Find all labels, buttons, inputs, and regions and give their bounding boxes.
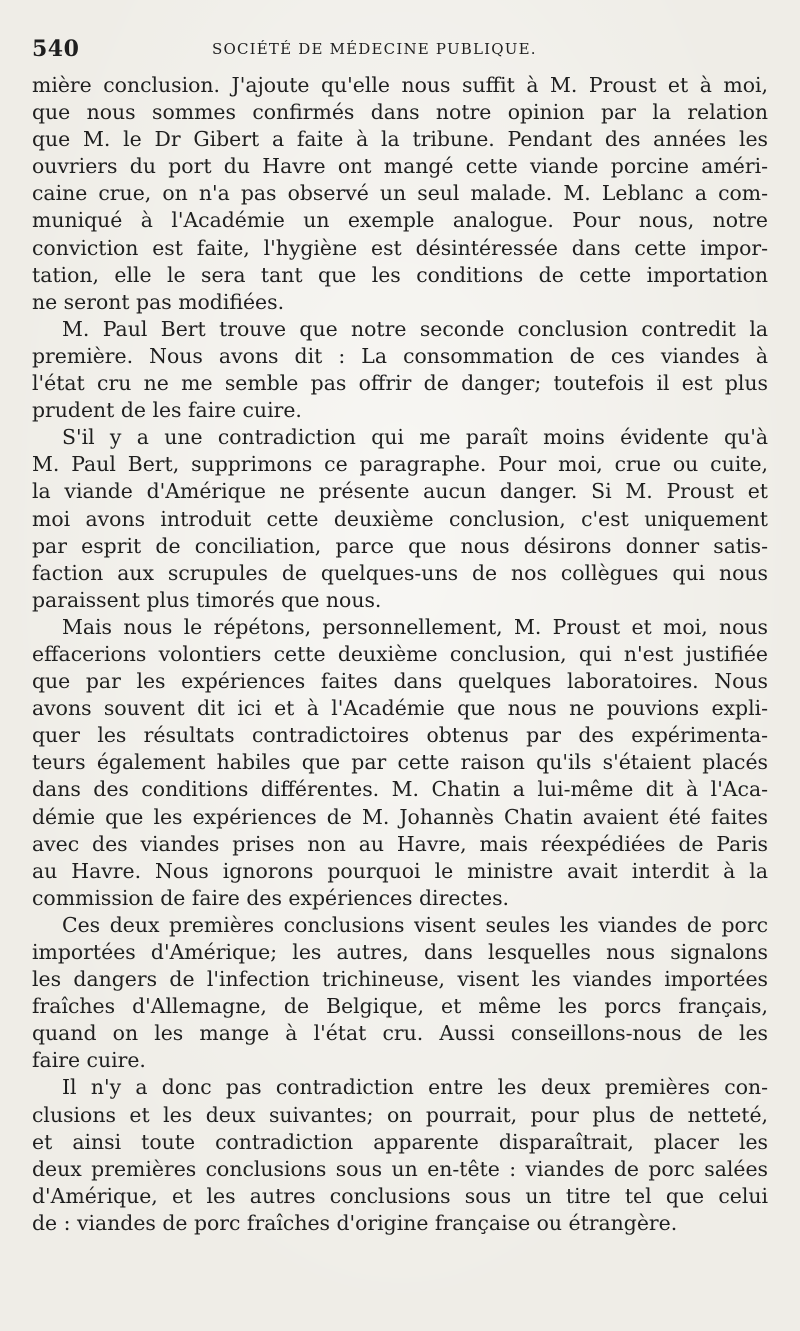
text-line: de : viandes de porc fraîches d'origine française ou étrangère. <box>32 1210 678 1235</box>
text-line: M. Paul Bert trouve que notre seconde conclusion contredit la <box>62 316 768 341</box>
text-line: Ces deux premières conclusions visent seules les viandes de porc <box>62 912 768 937</box>
paragraph <box>32 72 768 316</box>
text-line: fraîches d'Allemagne, de Belgique, et même les porcs français, <box>32 994 768 1019</box>
text-line: et ainsi toute contradiction apparente disparaîtrait, placer les <box>32 1129 768 1154</box>
text-line: au Havre. Nous ignorons pourquoi le ministre avait interdit à la <box>32 858 768 883</box>
text-line: Mais nous le répétons, personnellement, M. Proust et moi, nous <box>62 614 768 639</box>
text-line: caine crue, on n'a pas observé un seul malade. M. Leblanc a com- <box>32 181 768 206</box>
text-line: prudent de les faire cuire. <box>32 398 302 423</box>
text-line: clusions et les deux suivantes; on pourrait, pour plus de netteté, <box>32 1102 768 1127</box>
text-line: ne seront pas modifiées. <box>32 289 285 314</box>
text-line: les dangers de l'infection trichineuse, visent les viandes importées <box>32 967 768 992</box>
page-header <box>32 36 772 66</box>
text-line: tation, elle le sera tant que les conditions de cette importation <box>32 262 768 287</box>
text-line: d'Amérique, et les autres conclusions sous un titre tel que celui <box>32 1183 768 1208</box>
paragraph <box>32 912 768 1075</box>
text-line: S'il y a une contradiction qui me paraît moins évidente qu'à <box>62 425 768 450</box>
text-line: importées d'Amérique; les autres, dans lesquelles nous signalons <box>32 940 768 964</box>
text-line: Il n'y a donc pas contradiction entre les deux premières con- <box>62 1075 768 1100</box>
text-line: paraissent plus timorés que nous. <box>32 587 382 612</box>
paragraph <box>32 1074 768 1237</box>
text-line: que nous sommes confirmés dans notre opinion par la relation <box>32 100 768 125</box>
text-line: la viande d'Amérique ne présente aucun danger. Si M. Proust et <box>32 479 768 504</box>
paragraph <box>32 614 768 912</box>
text-line: effacerions volontiers cette deuxième conclusion, qui n'est justifiée <box>32 641 768 666</box>
text-line: l'état cru ne me semble pas offrir de danger; toutefois il est plus <box>32 371 768 396</box>
text-line: avons souvent dit ici et à l'Académie que nous ne pouvions expli- <box>32 696 768 721</box>
page-number: 540 <box>32 36 80 62</box>
text-line: conviction est faite, l'hygiène est désintéressée dans cette impor- <box>32 235 768 260</box>
running-head: SOCIÉTÉ DE MÉDECINE PUBLIQUE. <box>212 40 537 58</box>
text-line: mière conclusion. J'ajoute qu'elle nous suffit à M. Proust et à moi, <box>32 73 768 97</box>
paragraph <box>32 316 768 424</box>
text-line: faire cuire. <box>32 1048 146 1073</box>
text-line: ouvriers du port du Havre ont mangé cette viande porcine améri- <box>32 154 768 179</box>
text-line: deux premières conclusions sous un en-tête : viandes de porc salées <box>32 1156 768 1181</box>
text-line: démie que les expériences de M. Johannès Chatin avaient été faites <box>32 804 768 829</box>
text-line: première. Nous avons dit : La consommation de ces viandes à <box>32 343 768 368</box>
body-text <box>32 72 768 1237</box>
text-line: faction aux scrupules de quelques-uns de nos collègues qui nous <box>32 560 768 585</box>
text-line: par esprit de conciliation, parce que nous désirons donner satis- <box>32 533 768 558</box>
text-line: dans des conditions différentes. M. Chatin a lui-même dit à l'Aca- <box>32 777 768 802</box>
text-line: commission de faire des expériences directes. <box>32 885 510 910</box>
text-line: quand on les mange à l'état cru. Aussi conseillons-nous de les <box>32 1021 768 1046</box>
text-line: teurs également habiles que par cette raison qu'ils s'étaient placés <box>32 750 768 775</box>
text-line: quer les résultats contradictoires obtenus par des expérimenta- <box>32 723 768 748</box>
paragraph <box>32 424 768 614</box>
text-line: que par les expériences faites dans quelques laboratoires. Nous <box>32 669 768 694</box>
text-line: que M. le Dr Gibert a faite à la tribune. Pendant des années les <box>32 127 768 152</box>
text-line: M. Paul Bert, supprimons ce paragraphe. Pour moi, crue ou cuite, <box>32 452 768 477</box>
text-line: avec des viandes prises non au Havre, mais réexpédiées de Paris <box>32 831 768 856</box>
text-line: muniqué à l'Académie un exemple analogue. Pour nous, notre <box>32 208 768 233</box>
text-line: moi avons introduit cette deuxième conclusion, c'est uniquement <box>32 506 768 531</box>
